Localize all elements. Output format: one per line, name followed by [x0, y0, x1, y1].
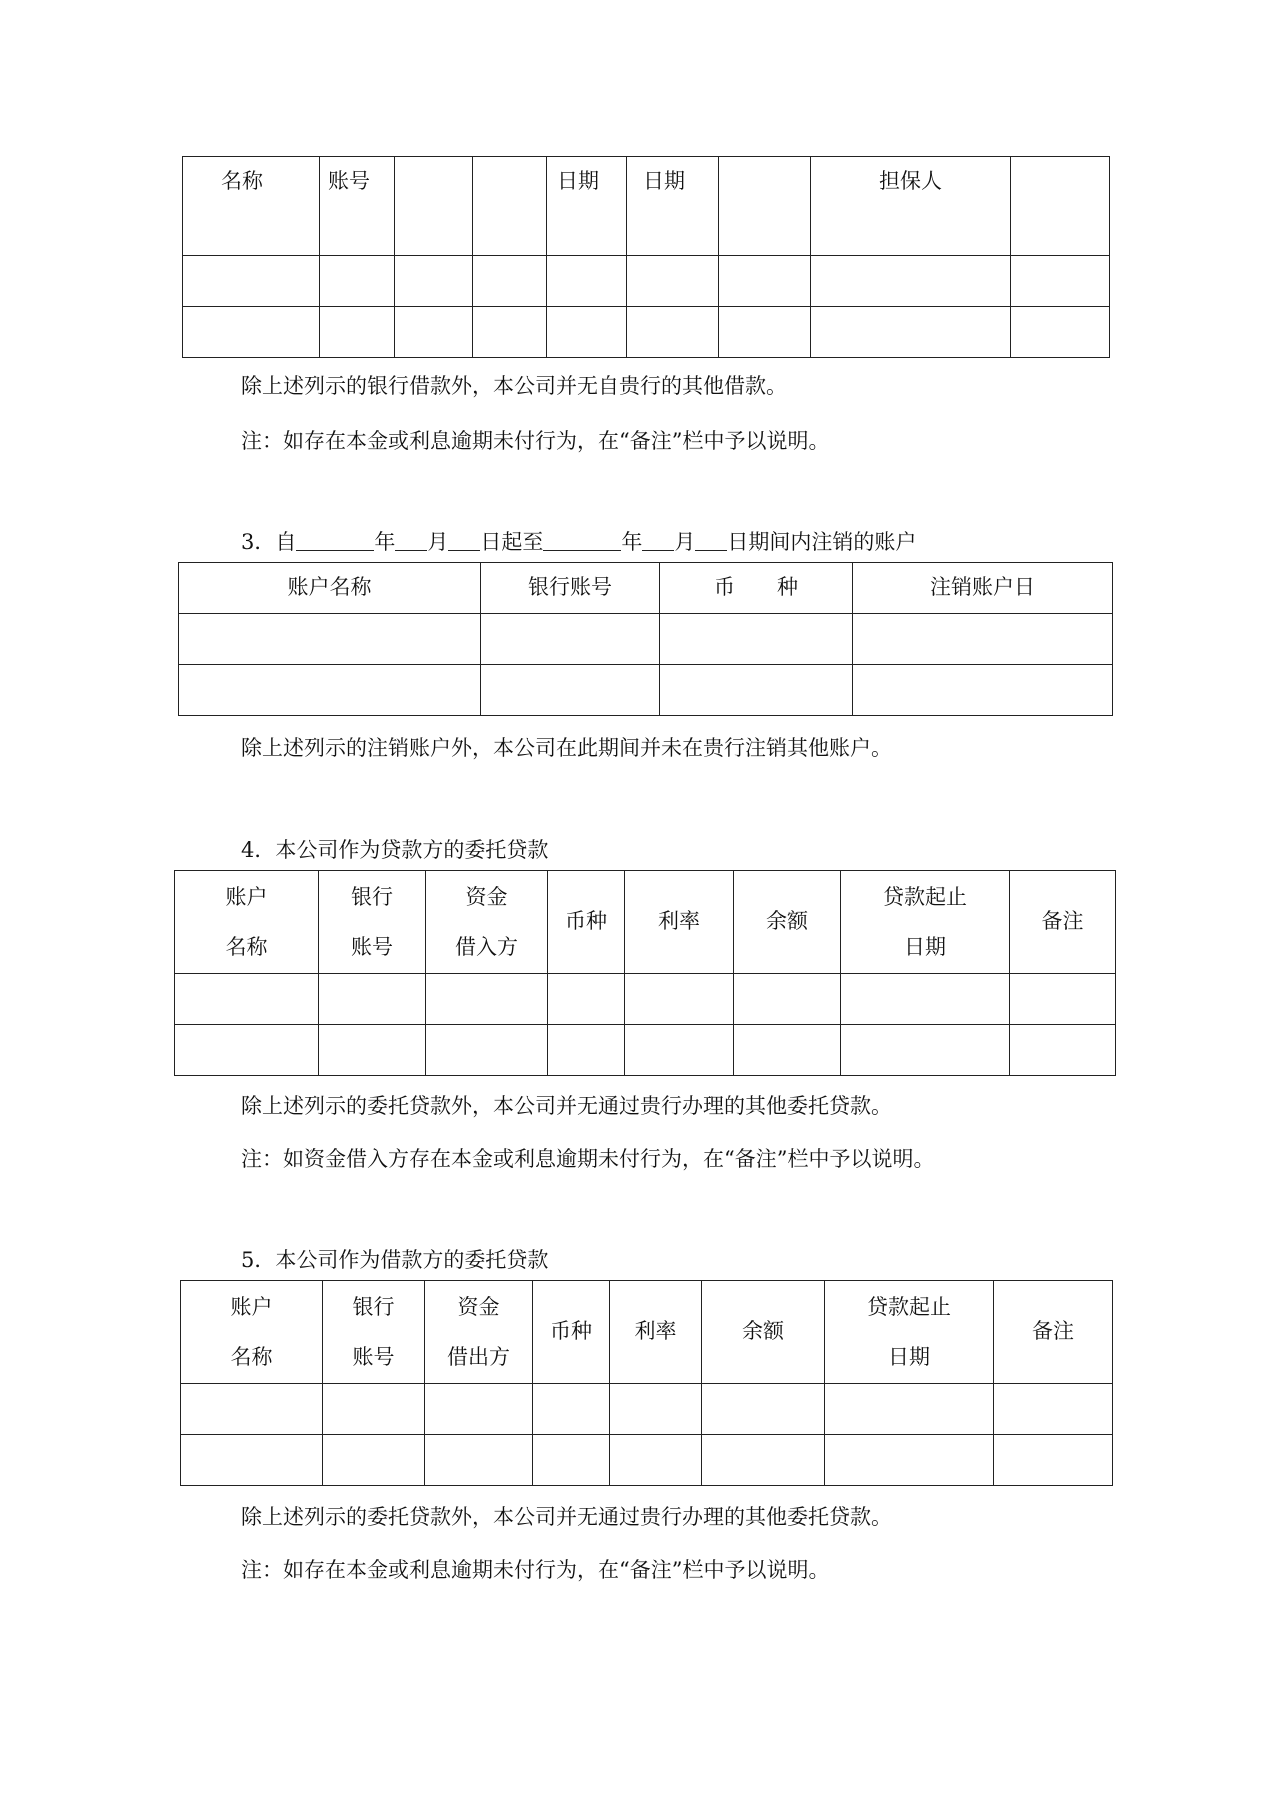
header-cell: 银行 账号 [319, 871, 426, 974]
header-cell: 余额 [734, 871, 841, 974]
header-cell: 账户 名称 [181, 1281, 323, 1384]
section5-note: 注：如存在本金或利息逾期未付行为，在“备注”栏中予以说明。 [241, 1558, 830, 1582]
section5-statement: 除上述列示的委托贷款外，本公司并无通过贵行办理的其他委托贷款。 [241, 1505, 892, 1529]
header-cell: 备注 [1010, 871, 1116, 974]
header-cell: 银行账号 [481, 563, 660, 614]
header-cell: 币种 [533, 1281, 610, 1384]
loans-table [182, 156, 1110, 358]
header-cell [395, 157, 473, 256]
day-label: 日起至 [480, 530, 544, 554]
period-suffix: 日期间内注销的账户 [727, 530, 917, 554]
day-blank [695, 530, 727, 551]
table-row [181, 1384, 1113, 1435]
header-cell: 资金 借入方 [426, 871, 548, 974]
table-row [175, 1025, 1116, 1076]
header-cell: 账号 [320, 157, 395, 256]
month-label: 月 [427, 530, 449, 554]
section4-statement: 除上述列示的委托贷款外，本公司并无通过贵行办理的其他委托贷款。 [241, 1094, 892, 1118]
header-cell [1011, 157, 1110, 256]
header-cell: 利率 [610, 1281, 702, 1384]
year-blank [543, 530, 621, 551]
header-cell: 银行 账号 [323, 1281, 425, 1384]
header-cell: 贷款起止 日期 [825, 1281, 994, 1384]
table-row [183, 256, 1110, 307]
section4-header-row [175, 871, 1116, 974]
header-cell: 贷款起止 日期 [841, 871, 1010, 974]
month-blank [642, 530, 674, 551]
header-cell: 利率 [625, 871, 734, 974]
header-cell: 账户名称 [179, 563, 481, 614]
table-row [175, 974, 1116, 1025]
header-cell: 资金 借出方 [425, 1281, 533, 1384]
day-blank [448, 530, 480, 551]
month-label: 月 [674, 530, 696, 554]
header-cell: 担保人 [811, 157, 1011, 256]
loans-header-row [183, 157, 1110, 256]
year-blank [296, 530, 374, 551]
loan-statement: 除上述列示的银行借款外，本公司并无自贵行的其他借款。 [241, 374, 787, 398]
table-row [179, 665, 1113, 716]
closed-accounts-table [178, 562, 1113, 716]
loan-note: 注：如存在本金或利息逾期未付行为，在“备注”栏中予以说明。 [241, 429, 830, 453]
closed-header-row [179, 563, 1113, 614]
section5-header-row [181, 1281, 1113, 1384]
header-cell: 备注 [994, 1281, 1113, 1384]
header-cell: 名称 [183, 157, 320, 256]
header-cell: 币种 [548, 871, 625, 974]
header-cell [473, 157, 547, 256]
closed-statement: 除上述列示的注销账户外，本公司在此期间并未在贵行注销其他账户。 [241, 736, 892, 760]
table-row [179, 614, 1113, 665]
header-cell: 注销账户日 [853, 563, 1113, 614]
section4-note: 注：如资金借入方存在本金或利息逾期未付行为，在“备注”栏中予以说明。 [241, 1147, 935, 1171]
table-row [183, 307, 1110, 358]
section3-heading [241, 526, 916, 556]
header-cell: 余额 [702, 1281, 825, 1384]
entrusted-loans-borrower-table [180, 1280, 1113, 1486]
year-label: 年 [621, 530, 643, 554]
section4-title: 4．本公司作为贷款方的委托贷款 [241, 838, 549, 862]
header-cell: 币 种 [660, 563, 853, 614]
header-cell: 账户 名称 [175, 871, 319, 974]
section5-title: 5．本公司作为借款方的委托贷款 [241, 1248, 549, 1272]
month-blank [395, 530, 427, 551]
header-cell: 日期 [547, 157, 627, 256]
entrusted-loans-lender-table [174, 870, 1116, 1076]
year-label: 年 [374, 530, 396, 554]
header-cell: 日期 [627, 157, 719, 256]
table-row [181, 1435, 1113, 1486]
header-cell [719, 157, 811, 256]
section3-prefix: 3．自 [241, 530, 297, 554]
